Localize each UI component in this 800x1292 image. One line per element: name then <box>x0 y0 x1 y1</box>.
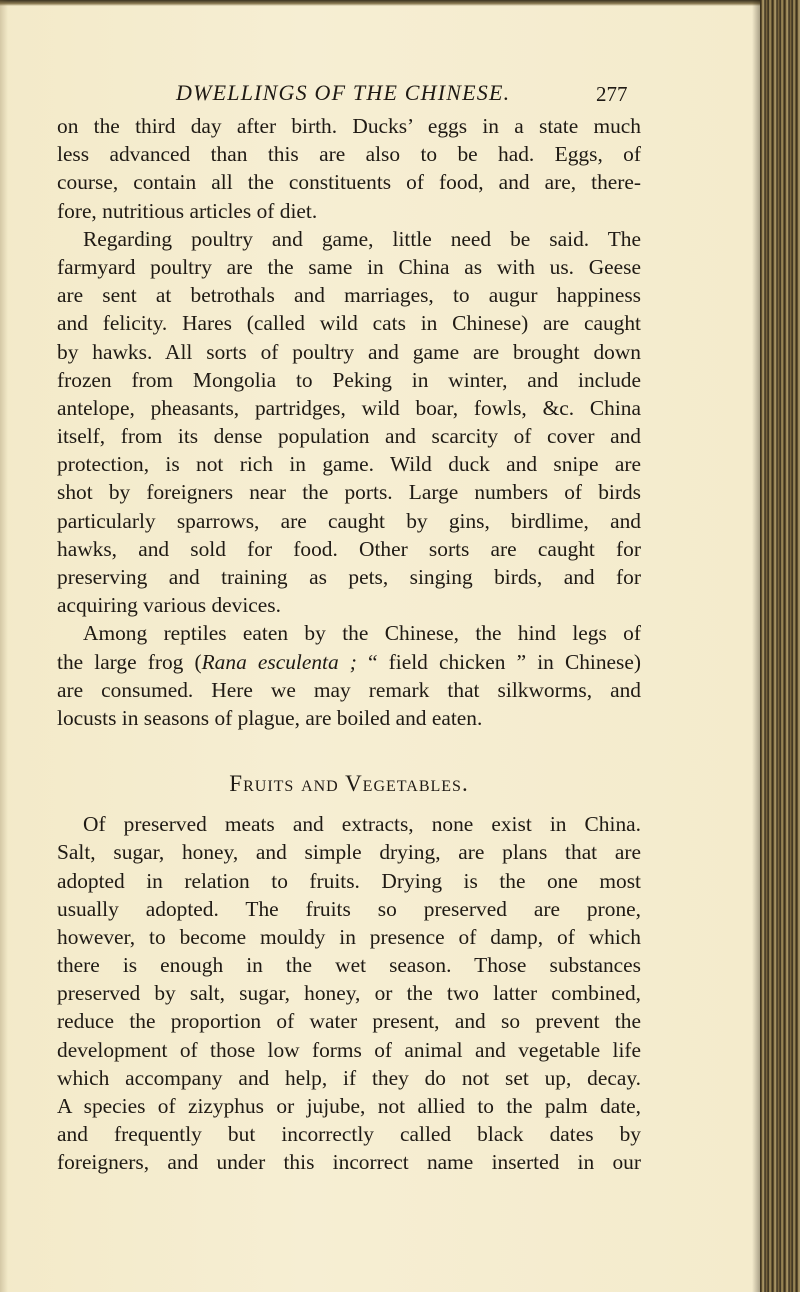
book-spine <box>760 0 800 1292</box>
text-line: antelope, pheasants, partridges, wild boar, fowls, &c. China <box>57 395 641 420</box>
text-line: particularly sparrows, are caught by gins, birdlime, and <box>57 508 641 533</box>
text-line: itself, from its dense population and scarcity of cover and <box>57 424 641 449</box>
text-line: are consumed. Here we may remark that silkworms, and <box>57 677 641 702</box>
paragraph-poultry-and-game <box>57 225 641 620</box>
text-line: shot by foreigners near the ports. Large numbers of birds <box>57 480 641 505</box>
text-line: fore, nutritious articles of diet. <box>57 198 318 223</box>
page-left-edge <box>0 0 8 1292</box>
text-line: preserving and training as pets, singing birds, and for <box>57 565 641 589</box>
text-line: and felicity. Hares (called wild cats in Chinese) are caught <box>57 311 641 336</box>
text-line: hawks, and sold for food. Other sorts are caught for <box>57 536 641 561</box>
text-line: acquiring various devices. <box>57 593 281 618</box>
text-line <box>57 648 641 676</box>
text-line: reduce the proportion of water present, and so prevent the <box>57 1009 641 1034</box>
text-line: A species of zizyphus or jujube, not allied to the palm date, <box>57 1094 641 1118</box>
text-line: Of preserved meats and extracts, none exist in China. <box>83 812 641 837</box>
text-line: however, to become mouldy in presence of damp, of which <box>57 924 641 949</box>
paragraph-reptiles <box>57 619 641 732</box>
text-run: the large frog ( <box>57 649 202 674</box>
text-line: farmyard poultry are the same in China as with us. Geese <box>57 254 641 279</box>
text-line: Regarding poultry and game, little need be said. The <box>83 226 641 251</box>
text-line: and frequently but incorrectly called black dates by <box>57 1122 641 1147</box>
running-head <box>60 80 700 110</box>
text-line: which accompany and help, if they do not set up, decay. <box>57 1065 641 1090</box>
text-line: foreigners, and under this incorrect name inserted in our <box>57 1150 641 1175</box>
text-line: development of those low forms of animal and vegetable life <box>57 1037 641 1062</box>
body-text <box>57 112 641 1177</box>
text-line: frozen from Mongolia to Peking in winter, and include <box>57 367 641 392</box>
text-line: Salt, sugar, honey, and simple drying, are plans that are <box>57 840 641 865</box>
running-title: DWELLINGS OF THE CHINESE. <box>176 80 511 105</box>
italic-species-name: Rana esculenta ; <box>201 649 357 674</box>
text-line: less advanced than this are also to be had. Eggs, of <box>57 142 641 167</box>
text-line: on the third day after birth. Ducks’ eggs in a state much <box>57 114 641 138</box>
paragraph-eggs <box>57 112 641 225</box>
paragraph-preserved-fruits <box>57 810 641 1176</box>
section-heading: Fruits and Vegetables. <box>229 771 469 797</box>
text-line: there is enough in the wet season. Those substances <box>57 953 641 978</box>
text-line: adopted in relation to fruits. Drying is the one most <box>57 868 641 893</box>
text-line: are sent at betrothals and marriages, to augur happiness <box>57 283 641 308</box>
text-run: “ field chicken ” in Chinese) <box>356 649 641 674</box>
text-line: by hawks. All sorts of poultry and game are brought down <box>57 339 641 364</box>
page-top-edge <box>0 0 760 6</box>
text-line: locusts in seasons of plague, are boiled and eaten. <box>57 705 483 730</box>
text-line: preserved by salt, sugar, honey, or the two latter combined, <box>57 981 641 1006</box>
text-line: course, contain all the constituents of food, and are, there- <box>57 170 641 195</box>
text-line: usually adopted. The fruits so preserved are prone, <box>57 896 641 921</box>
text-line: protection, is not rich in game. Wild duck and snipe are <box>57 452 641 477</box>
page-number: 277 <box>596 82 628 106</box>
text-line: Among reptiles eaten by the Chinese, the hind legs of <box>83 621 641 646</box>
